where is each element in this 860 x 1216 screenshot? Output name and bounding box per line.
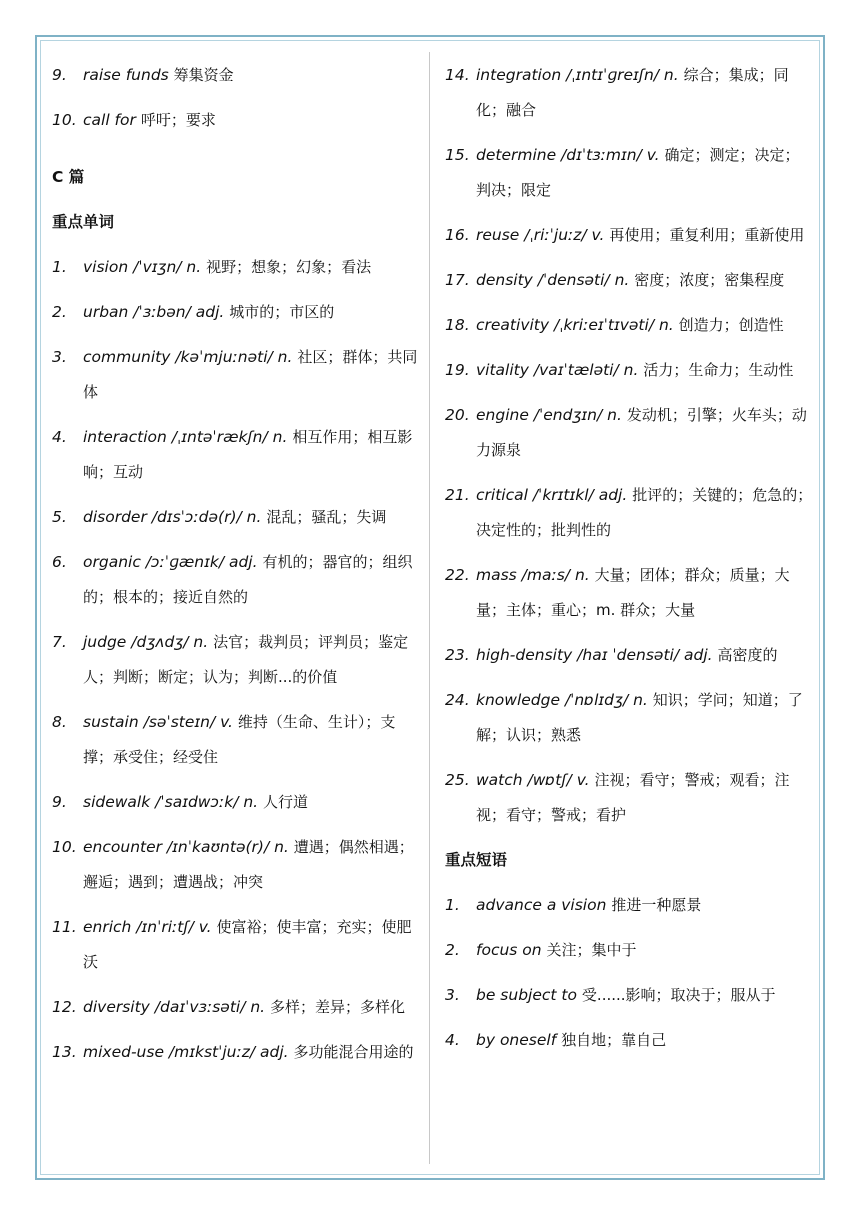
item-number: 24. [445, 691, 470, 709]
phrases-heading: 重点短语 [445, 851, 508, 869]
english-term: watch /wɒtʃ/ v. [476, 771, 590, 789]
chinese-meaning: 使富裕；使丰富；充实；使肥沃 [83, 918, 412, 971]
chinese-meaning: 法官；裁判员；评判员；鉴定人；判断；断定；认为；判断...的价值 [83, 633, 409, 686]
english-term: knowledge /ˈnɒlɪdʒ/ n. [476, 691, 648, 709]
english-term: mixed-use /mɪkstˈjuːz/ adj. [83, 1043, 289, 1061]
english-term: raise funds [83, 66, 169, 84]
item-number: 17. [445, 271, 470, 289]
chinese-meaning: 遭遇；偶然相遇；邂逅；遇到；遭遇战；冲突 [83, 838, 414, 891]
list-item [445, 308, 813, 343]
chinese-meaning: 筹集资金 [173, 66, 234, 84]
list-item [52, 295, 422, 330]
item-number: 25. [445, 771, 470, 789]
english-term: judge /dʒʌdʒ/ n. [83, 633, 209, 651]
list-item [445, 478, 813, 548]
item-number: 13. [52, 1043, 77, 1061]
chinese-meaning: 人行道 [263, 793, 309, 811]
chinese-meaning: 知识；学问；知道；了解；认识；熟悉 [476, 691, 803, 744]
chinese-meaning: 确定；测定；决定；判决；限定 [476, 146, 800, 199]
english-term: community /kəˈmjuːnəti/ n. [83, 348, 293, 366]
english-term: by oneself [476, 1031, 557, 1049]
chinese-meaning: 综合；集成；同化；融合 [476, 66, 789, 119]
item-number: 12. [52, 998, 77, 1016]
english-term: be subject to [476, 986, 577, 1004]
english-term: diversity /daɪˈvɜːsəti/ n. [83, 998, 266, 1016]
item-number: 14. [445, 66, 470, 84]
english-term: organic /ɔːˈɡænɪk/ adj. [83, 553, 258, 571]
chinese-meaning: 推进一种愿景 [611, 896, 702, 914]
item-number: 23. [445, 646, 470, 664]
list-item [52, 545, 422, 615]
english-term: urban /ˈɜːbən/ adj. [83, 303, 225, 321]
chinese-meaning: 社区；群体；共同体 [83, 348, 418, 401]
item-number: 1. [445, 896, 460, 914]
item-number: 10. [52, 838, 77, 856]
item-number: 18. [445, 316, 470, 334]
list-item [52, 58, 422, 93]
list-item [445, 558, 813, 628]
list-item [445, 353, 813, 388]
english-term: focus on [476, 941, 542, 959]
list-item [445, 683, 813, 753]
english-term: creativity /ˌkriːeɪˈtɪvəti/ n. [476, 316, 674, 334]
column-divider [429, 52, 430, 1164]
chinese-meaning: 密度；浓度；密集程度 [634, 271, 785, 289]
list-item [445, 933, 813, 968]
item-number: 21. [445, 486, 470, 504]
list-item [52, 250, 422, 285]
list-item [52, 420, 422, 490]
list-item [445, 138, 813, 208]
list-item [52, 340, 422, 410]
item-number: 5. [52, 508, 67, 526]
list-item [445, 1023, 813, 1058]
chinese-meaning: 高密度的 [717, 646, 778, 664]
item-number: 10. [52, 111, 77, 129]
item-number: 1. [52, 258, 67, 276]
chinese-meaning: 多功能混合用途的 [293, 1043, 414, 1061]
chinese-meaning: 批评的；关键的；危急的；决定性的；批判性的 [476, 486, 813, 539]
list-item [445, 218, 813, 253]
list-item [52, 910, 422, 980]
chinese-meaning: 呼吁；要求 [140, 111, 216, 129]
chinese-meaning: 关注；集中于 [546, 941, 637, 959]
item-number: 9. [52, 793, 67, 811]
english-term: call for [83, 111, 136, 129]
list-item [52, 785, 422, 820]
phrase-list [445, 888, 813, 1058]
list-item [52, 830, 422, 900]
list-item [445, 263, 813, 298]
item-number: 22. [445, 566, 470, 584]
section-title: C 篇 [52, 168, 85, 186]
list-item [52, 625, 422, 695]
item-number: 16. [445, 226, 470, 244]
vocab-heading: 重点单词 [52, 213, 115, 231]
item-number: 4. [445, 1031, 460, 1049]
list-item [52, 1035, 422, 1070]
item-number: 2. [445, 941, 460, 959]
english-term: advance a vision [476, 896, 607, 914]
list-item [445, 888, 813, 923]
chinese-meaning: 创造力；创造性 [678, 316, 784, 334]
item-number: 15. [445, 146, 470, 164]
chinese-meaning: 维持（生命、生计）；支撑；承受住；经受住 [83, 713, 396, 766]
english-term: vision /ˈvɪʒn/ n. [83, 258, 202, 276]
english-term: determine /dɪˈtɜːmɪn/ v. [476, 146, 660, 164]
chinese-meaning: 再使用；重复利用；重新使用 [609, 226, 805, 244]
item-number: 11. [52, 918, 77, 936]
item-number: 4. [52, 428, 67, 446]
list-item [52, 103, 422, 138]
list-item [445, 763, 813, 833]
english-term: enrich /ɪnˈriːtʃ/ v. [83, 918, 212, 936]
chinese-meaning: 注视；看守；警戒；观看；注视；看守；警戒；看护 [476, 771, 790, 824]
chinese-meaning: 受......影响；取决于；服从于 [581, 986, 776, 1004]
item-number: 20. [445, 406, 470, 424]
english-term: disorder /dɪsˈɔːdə(r)/ n. [83, 508, 262, 526]
item-number: 9. [52, 66, 67, 84]
item-number: 3. [52, 348, 67, 366]
english-term: interaction /ˌɪntəˈrækʃn/ n. [83, 428, 288, 446]
english-term: density /ˈdensəti/ n. [476, 271, 630, 289]
list-item [445, 398, 813, 468]
chinese-meaning: 相互作用；相互影响；互动 [83, 428, 413, 481]
english-term: encounter /ɪnˈkaʊntə(r)/ n. [83, 838, 289, 856]
item-number: 2. [52, 303, 67, 321]
english-term: high-density /haɪ ˈdensəti/ adj. [476, 646, 713, 664]
list-item [52, 705, 422, 775]
list-item [445, 978, 813, 1013]
list-item [445, 58, 813, 128]
chinese-meaning: 发动机；引擎；火车头；动力源泉 [476, 406, 807, 459]
right-column [445, 58, 813, 1068]
english-term: critical /ˈkrɪtɪkl/ adj. [476, 486, 628, 504]
item-number: 7. [52, 633, 67, 651]
english-term: sidewalk /ˈsaɪdwɔːk/ n. [83, 793, 259, 811]
item-number: 8. [52, 713, 67, 731]
chinese-meaning: 城市的；市区的 [229, 303, 335, 321]
list-item [445, 638, 813, 673]
vocab-list [445, 58, 813, 833]
english-term: mass /maːs/ n. [476, 566, 590, 584]
chinese-meaning: 视野；想象；幻象；看法 [206, 258, 372, 276]
chinese-meaning: 多样；差异；多样化 [270, 998, 406, 1016]
chinese-meaning: 混乱；骚乱；失调 [266, 508, 387, 526]
chinese-meaning: 活力；生命力；生动性 [643, 361, 794, 379]
item-number: 3. [445, 986, 460, 1004]
list-item [52, 990, 422, 1025]
chinese-meaning: 独自地；靠自己 [561, 1031, 667, 1049]
chinese-meaning: 大量；团体；群众；质量；大量；主体；重心；m. 群众；大量 [476, 566, 790, 619]
english-term: integration /ˌɪntɪˈɡreɪʃn/ n. [476, 66, 679, 84]
left-column [52, 58, 422, 1080]
list-item [52, 500, 422, 535]
english-term: reuse /ˌriːˈjuːz/ v. [476, 226, 605, 244]
english-term: engine /ˈendʒɪn/ n. [476, 406, 622, 424]
english-term: vitality /vaɪˈtæləti/ n. [476, 361, 639, 379]
english-term: sustain /səˈsteɪn/ v. [83, 713, 233, 731]
item-number: 19. [445, 361, 470, 379]
item-number: 6. [52, 553, 67, 571]
chinese-meaning: 有机的；器官的；组织的；根本的；接近自然的 [83, 553, 413, 606]
vocab-list [52, 250, 422, 1070]
